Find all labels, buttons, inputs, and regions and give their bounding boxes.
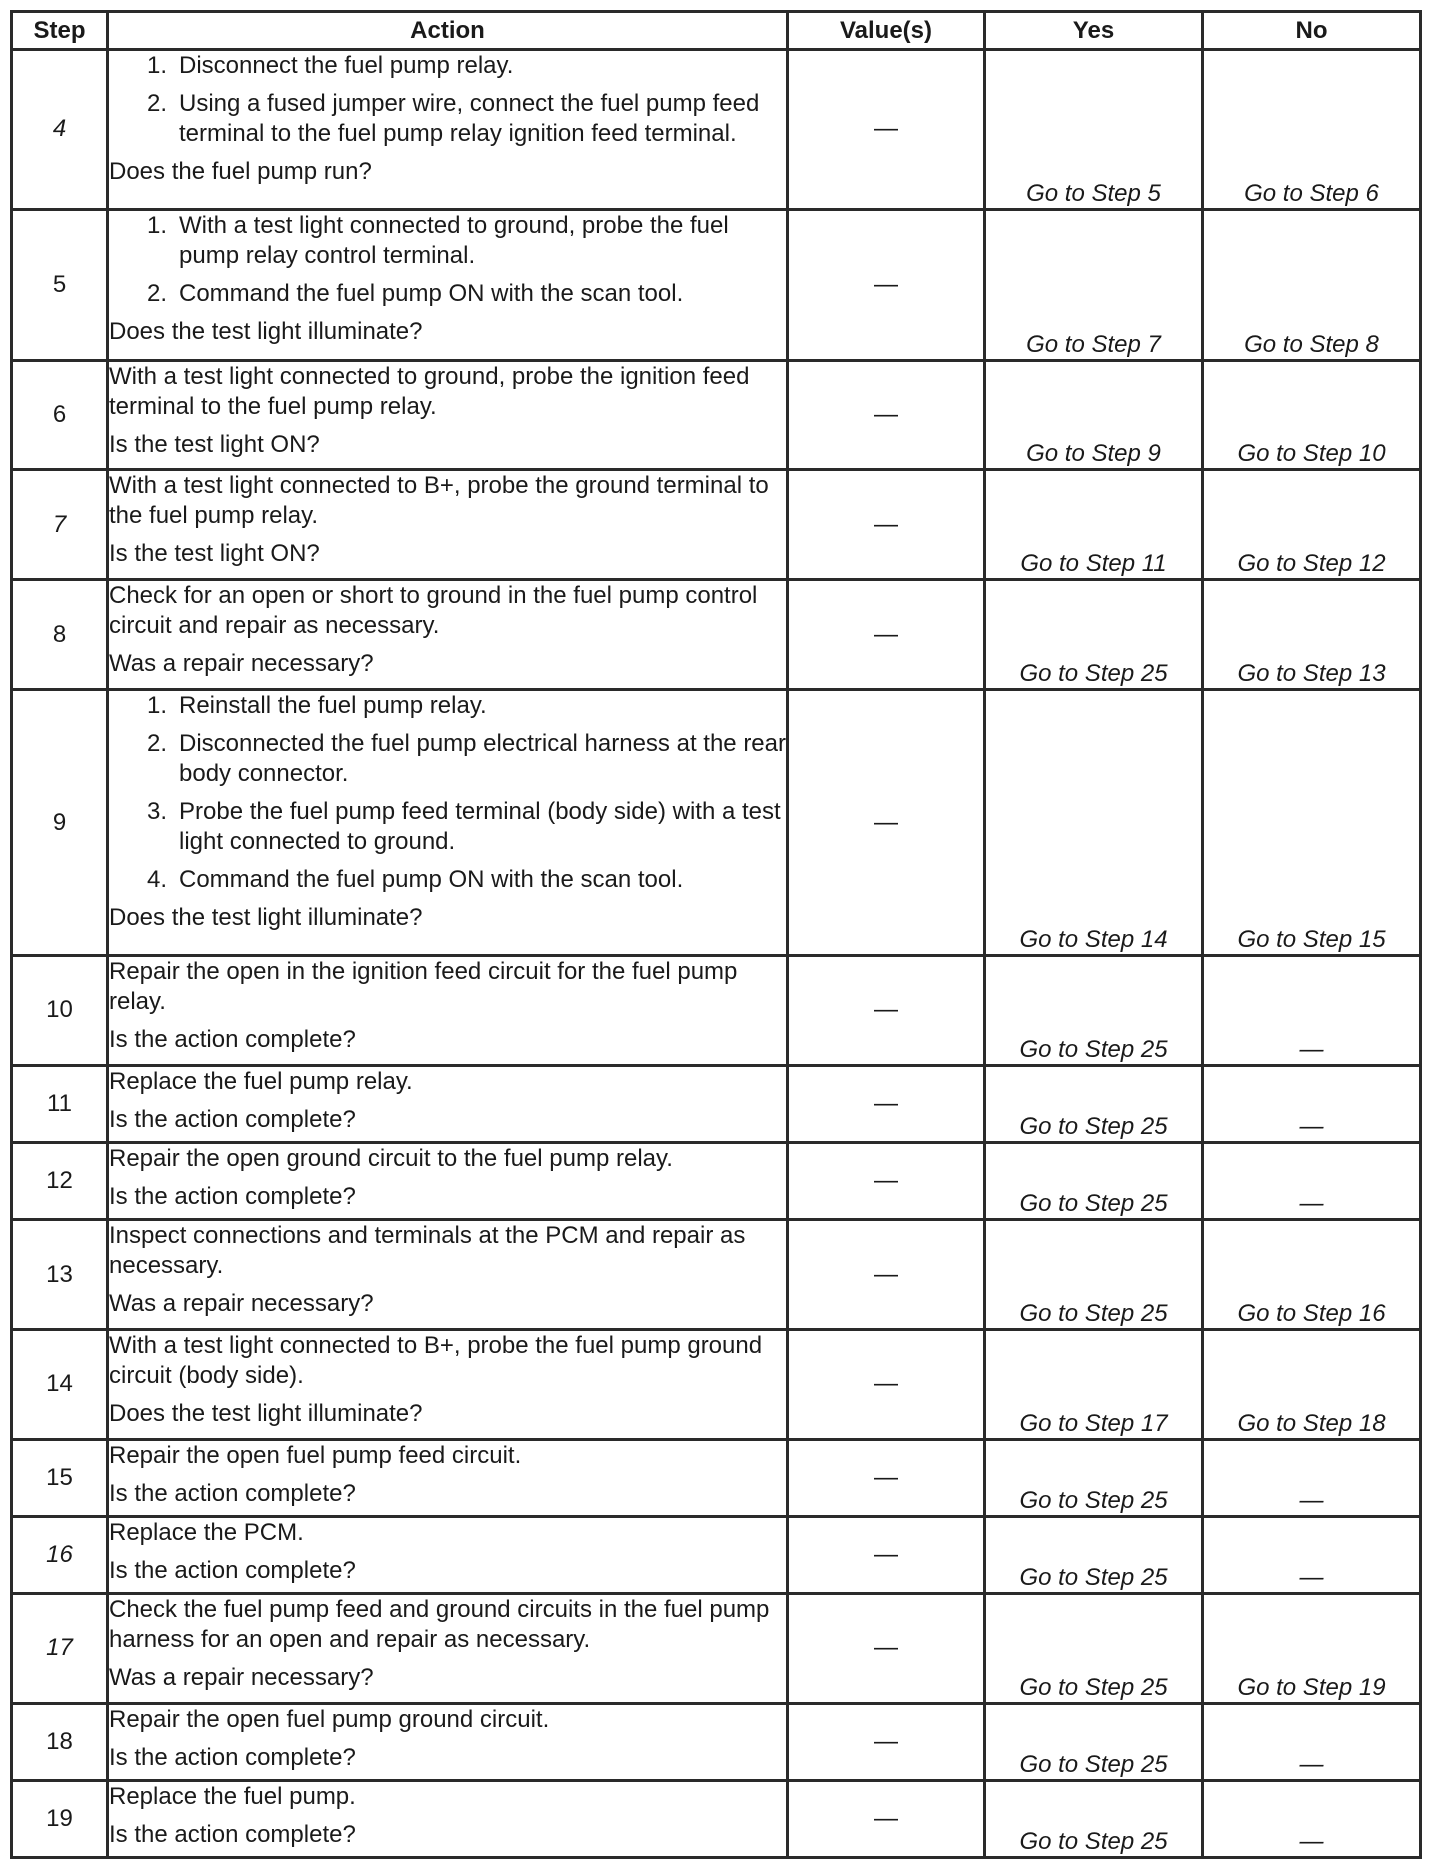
action-item-number: 2. [146,90,167,117]
action-question: Is the test light ON? [109,430,320,458]
action-item-number: 1. [146,211,167,239]
action-question: Is the action complete? [109,1556,356,1584]
value-cell: — [788,470,985,580]
action-question: Was a repair necessary? [109,650,374,678]
action-item-number: 2. [146,279,167,307]
action-cell [108,1065,788,1142]
no-cell: Go to Step 18 [1203,1329,1421,1439]
action-cell [108,689,788,955]
action-cell [108,580,788,690]
yes-cell: Go to Step 25 [985,1516,1203,1593]
step-number: 17 [12,1593,108,1703]
yes-cell: Go to Step 25 [985,1439,1203,1516]
no-cell: Go to Step 8 [1203,209,1421,360]
action-list-item [109,865,786,895]
value-cell: — [788,1220,985,1330]
step-number: 5 [12,209,108,360]
action-cell [108,1703,788,1780]
action-cell [108,1780,788,1857]
header-values: Value(s) [788,12,985,50]
value-cell: — [788,956,985,1066]
header-row [12,12,1421,50]
table-row [12,956,1421,1066]
value-cell: — [788,1593,985,1703]
action-text: With a test light connected to B+, probe the ground terminal to the fuel pump relay. [109,472,769,530]
action-item-text: Reinstall the fuel pump relay. [179,691,487,719]
value-cell: — [788,1065,985,1142]
action-list [109,51,786,149]
yes-cell: Go to Step 25 [985,1220,1203,1330]
value-cell: — [788,1780,985,1857]
table-row [12,1703,1421,1780]
yes-cell: Go to Step 17 [985,1329,1203,1439]
value-cell: — [788,50,985,210]
step-number: 8 [12,580,108,690]
table-row [12,1065,1421,1142]
diagnostic-table [10,10,1422,1859]
step-number: 19 [12,1780,108,1857]
no-cell: Go to Step 12 [1203,470,1421,580]
action-cell [108,470,788,580]
table-row [12,1143,1421,1220]
action-question: Is the action complete? [109,1105,356,1133]
action-cell [108,1439,788,1516]
action-item-number: 1. [146,52,167,79]
action-cell [108,209,788,360]
yes-cell: Go to Step 14 [985,689,1203,955]
yes-cell: Go to Step 9 [985,360,1203,470]
action-question: Is the action complete? [109,1026,356,1054]
action-item-text: Using a fused jumper wire, connect the fuel pump feed terminal to the fuel pump relay ignition feed terminal. [179,90,760,147]
table-body [12,50,1421,1858]
action-text: Replace the fuel pump relay. [109,1067,413,1095]
yes-cell: Go to Step 5 [985,50,1203,210]
step-number: 4 [12,50,108,210]
no-cell: — [1203,1516,1421,1593]
value-cell: — [788,360,985,470]
action-item-text: With a test light connected to ground, probe the fuel pump relay control terminal. [179,211,729,269]
action-question: Does the test light illuminate? [109,903,423,931]
value-cell: — [788,1516,985,1593]
yes-cell: Go to Step 25 [985,1593,1203,1703]
action-cell [108,1220,788,1330]
yes-cell: Go to Step 11 [985,470,1203,580]
action-item-number: 3. [146,797,167,825]
action-cell [108,1593,788,1703]
yes-cell: Go to Step 25 [985,1143,1203,1220]
action-list-item [109,797,786,857]
action-question: Is the action complete? [109,1820,356,1848]
step-number: 16 [12,1516,108,1593]
yes-cell: Go to Step 25 [985,580,1203,690]
action-list [109,211,786,309]
action-cell [108,1329,788,1439]
no-cell: Go to Step 16 [1203,1220,1421,1330]
value-cell: — [788,689,985,955]
yes-cell: Go to Step 25 [985,1780,1203,1857]
action-question: Is the action complete? [109,1183,356,1210]
action-text: Check the fuel pump feed and ground circuits in the fuel pump harness for an open and repair as necessary. [109,1595,770,1653]
value-cell: — [788,1439,985,1516]
no-cell: — [1203,1780,1421,1857]
action-text: With a test light connected to ground, probe the ignition feed terminal to the fuel pump relay. [109,362,750,420]
no-cell: — [1203,1143,1421,1220]
action-item-number: 4. [146,865,167,893]
header-action: Action [108,12,788,50]
no-cell: Go to Step 15 [1203,689,1421,955]
table-row [12,689,1421,955]
header-step: Step [12,12,108,50]
action-text: Inspect connections and terminals at the PCM and repair as necessary. [109,1222,746,1280]
header-yes: Yes [985,12,1203,50]
no-cell: — [1203,1439,1421,1516]
action-list-item [109,89,786,149]
table-row [12,1516,1421,1593]
no-cell: Go to Step 19 [1203,1593,1421,1703]
action-text: Replace the PCM. [109,1518,304,1546]
yes-cell: Go to Step 7 [985,209,1203,360]
no-cell: — [1203,956,1421,1066]
table-row [12,1593,1421,1703]
action-item-text: Probe the fuel pump feed terminal (body side) with a test light connected to ground. [179,797,781,855]
action-text: Replace the fuel pump. [109,1782,356,1810]
action-text: Check for an open or short to ground in the fuel pump control circuit and repair as necessary. [109,582,758,640]
action-item-text: Disconnected the fuel pump electrical harness at the rear body connector. [179,729,786,787]
table-row [12,1780,1421,1857]
table-row [12,1220,1421,1330]
action-list-item [109,51,786,81]
action-question: Was a repair necessary? [109,1290,374,1318]
action-item-number: 1. [146,691,167,719]
action-cell [108,50,788,210]
action-cell [108,956,788,1066]
table-row [12,580,1421,690]
action-item-number: 2. [146,729,167,757]
step-number: 12 [12,1143,108,1220]
step-number: 15 [12,1439,108,1516]
value-cell: — [788,1329,985,1439]
yes-cell: Go to Step 25 [985,1703,1203,1780]
value-cell: — [788,580,985,690]
action-text: Repair the open ground circuit to the fuel pump relay. [109,1145,673,1172]
step-number: 13 [12,1220,108,1330]
action-text: Repair the open fuel pump ground circuit. [109,1705,550,1733]
yes-cell: Go to Step 25 [985,1065,1203,1142]
action-text: Repair the open fuel pump feed circuit. [109,1441,522,1469]
action-list-item [109,211,786,271]
table-row [12,209,1421,360]
step-number: 11 [12,1065,108,1142]
step-number: 6 [12,360,108,470]
yes-cell: Go to Step 25 [985,956,1203,1066]
step-number: 7 [12,470,108,580]
value-cell: — [788,209,985,360]
step-number: 18 [12,1703,108,1780]
no-cell: — [1203,1065,1421,1142]
action-cell [108,1143,788,1220]
table-row [12,360,1421,470]
action-question: Is the action complete? [109,1479,356,1507]
action-question: Does the test light illuminate? [109,1399,423,1427]
action-text: With a test light connected to B+, probe the fuel pump ground circuit (body side). [109,1331,763,1389]
action-question: Was a repair necessary? [109,1663,374,1691]
action-text: Repair the open in the ignition feed circuit for the fuel pump relay. [109,958,738,1016]
action-question: Is the action complete? [109,1743,356,1771]
value-cell: — [788,1703,985,1780]
action-question: Is the test light ON? [109,540,320,568]
action-list [109,691,786,895]
value-cell: — [788,1143,985,1220]
table-row [12,1329,1421,1439]
step-number: 14 [12,1329,108,1439]
table-row [12,1439,1421,1516]
step-number: 10 [12,956,108,1066]
action-question: Does the fuel pump run? [109,158,372,185]
action-list-item [109,729,786,789]
action-list-item [109,691,786,721]
table-row [12,50,1421,210]
action-list-item [109,279,786,309]
action-question: Does the test light illuminate? [109,317,423,345]
action-cell [108,360,788,470]
action-item-text: Disconnect the fuel pump relay. [179,52,514,79]
action-cell [108,1516,788,1593]
action-item-text: Command the fuel pump ON with the scan tool. [179,865,684,893]
no-cell: Go to Step 10 [1203,360,1421,470]
action-item-text: Command the fuel pump ON with the scan tool. [179,279,684,307]
no-cell: Go to Step 13 [1203,580,1421,690]
header-no: No [1203,12,1421,50]
no-cell: Go to Step 6 [1203,50,1421,210]
step-number: 9 [12,689,108,955]
table-row [12,470,1421,580]
no-cell: — [1203,1703,1421,1780]
